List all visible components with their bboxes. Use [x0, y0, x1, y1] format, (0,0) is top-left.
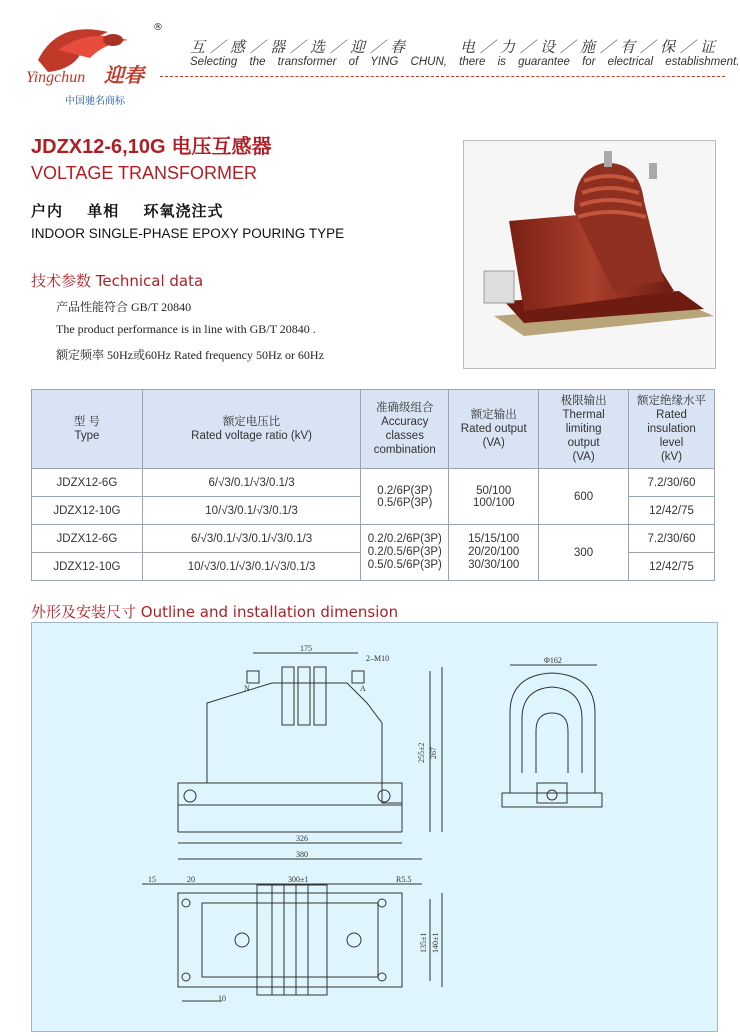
header-type: 型 号 Type — [32, 390, 143, 469]
slogan-cn-left: 互／感／器／选／迎／春 — [190, 38, 411, 56]
cell-type: JDZX12-10G — [32, 497, 143, 525]
header-thermal: 极限输出 Thermal limiting output (VA) — [539, 390, 629, 469]
terminal-n: N — [244, 684, 250, 693]
header-divider — [160, 76, 725, 77]
dim-10: 10 — [218, 994, 226, 1003]
cell-ratio: 10/√3/0.1/√3/0.1/√3/0.1/3 — [142, 553, 361, 581]
cell-type: JDZX12-6G — [32, 469, 143, 497]
table-row — [32, 525, 715, 553]
product-type-en: INDOOR SINGLE-PHASE EPOXY POURING TYPE — [31, 226, 345, 241]
cell-ratio: 6/√3/0.1/√3/0.1/3 — [142, 469, 361, 497]
cell-ratio: 6/√3/0.1/√3/0.1/√3/0.1/3 — [142, 525, 361, 553]
outline-drawing — [31, 622, 718, 1032]
dim-135: 135±1 — [419, 932, 428, 953]
plan-view — [142, 884, 442, 1001]
product-type-cn: 户内 单相 环氧浇注式 — [31, 202, 224, 220]
cell-output: 50/100 100/100 — [449, 469, 539, 525]
side-view — [502, 665, 602, 807]
dim-380: 380 — [296, 850, 308, 859]
product-model-title — [31, 130, 272, 159]
cell-accuracy: 0.2/6P(3P) 0.5/6P(3P) — [361, 469, 449, 525]
svg-text:Yingchun: Yingchun — [26, 69, 86, 86]
dim-326: 326 — [296, 834, 308, 843]
cell-thermal: 600 — [539, 469, 629, 525]
cell-insulation: 7.2/30/60 — [629, 469, 715, 497]
product-name-en: VOLTAGE TRANSFORMER — [31, 163, 258, 183]
cell-ratio: 10/√3/0.1/√3/0.1/3 — [142, 497, 361, 525]
header-accuracy: 准确级组合 Accuracy classes combination — [361, 390, 449, 469]
dim-20: 20 — [187, 875, 195, 884]
spec-line-standard-cn: 产品性能符合 GB/T 20840 — [56, 300, 192, 314]
front-view — [178, 653, 442, 859]
outline-heading: 外形及安装尺寸 Outline and installation dimension — [31, 603, 399, 621]
dim-140: 140±1 — [431, 932, 440, 953]
spec-line-standard-en: The product performance is in line with GB/T 20840 . — [56, 322, 316, 336]
technical-heading: 技术参数 Technical data — [31, 272, 204, 290]
slogan-cn-right: 电／力／设／施／有／保／证 — [460, 38, 721, 56]
dim-r55: R5.5 — [396, 875, 412, 884]
dim-175: 175 — [300, 644, 312, 653]
cell-insulation: 12/42/75 — [629, 497, 715, 525]
table-row — [32, 469, 715, 497]
product-photo — [463, 140, 716, 369]
trademark-note: 中国驰名商标 — [65, 96, 125, 107]
dim-300: 300±1 — [288, 875, 309, 884]
header-output: 额定输出 Rated output (VA) — [449, 390, 539, 469]
table-header-row — [32, 390, 715, 469]
spec-line-frequency: 额定频率 50Hz或60Hz Rated frequency 50Hz or 60Hz — [56, 348, 324, 362]
cell-output: 15/15/100 20/20/100 30/30/100 — [449, 525, 539, 581]
specification-table — [31, 389, 715, 581]
dim-m10: 2–M10 — [366, 654, 390, 663]
cell-type: JDZX12-6G — [32, 525, 143, 553]
dim-phi162: Φ162 — [544, 656, 562, 665]
dim-267: 267 — [429, 747, 438, 759]
header-insulation: 额定绝缘水平 Rated insulation level (kV) — [629, 390, 715, 469]
company-logo — [18, 10, 168, 92]
cell-insulation: 12/42/75 — [629, 553, 715, 581]
slogan-english: Selecting the transformer of YING CHUN, there is guarantee for electrical establishment. — [190, 56, 740, 68]
product-model: JDZX12-6,10G — [31, 136, 166, 158]
dim-15: 15 — [148, 875, 156, 884]
slogan-chinese — [190, 36, 730, 57]
svg-text:®: ® — [153, 22, 163, 33]
cell-type: JDZX12-10G — [32, 553, 143, 581]
cell-accuracy: 0.2/0.2/6P(3P) 0.2/0.5/6P(3P) 0.5/0.5/6P(3P) — [361, 525, 449, 581]
svg-text:迎春: 迎春 — [104, 63, 144, 87]
dim-255: 255±2 — [417, 742, 426, 763]
terminal-a: A — [360, 684, 366, 693]
cell-thermal: 300 — [539, 525, 629, 581]
product-model-cn: 电压互感器 — [171, 134, 272, 158]
cell-insulation: 7.2/30/60 — [629, 525, 715, 553]
header-ratio: 额定电压比 Rated voltage ratio (kV) — [142, 390, 361, 469]
